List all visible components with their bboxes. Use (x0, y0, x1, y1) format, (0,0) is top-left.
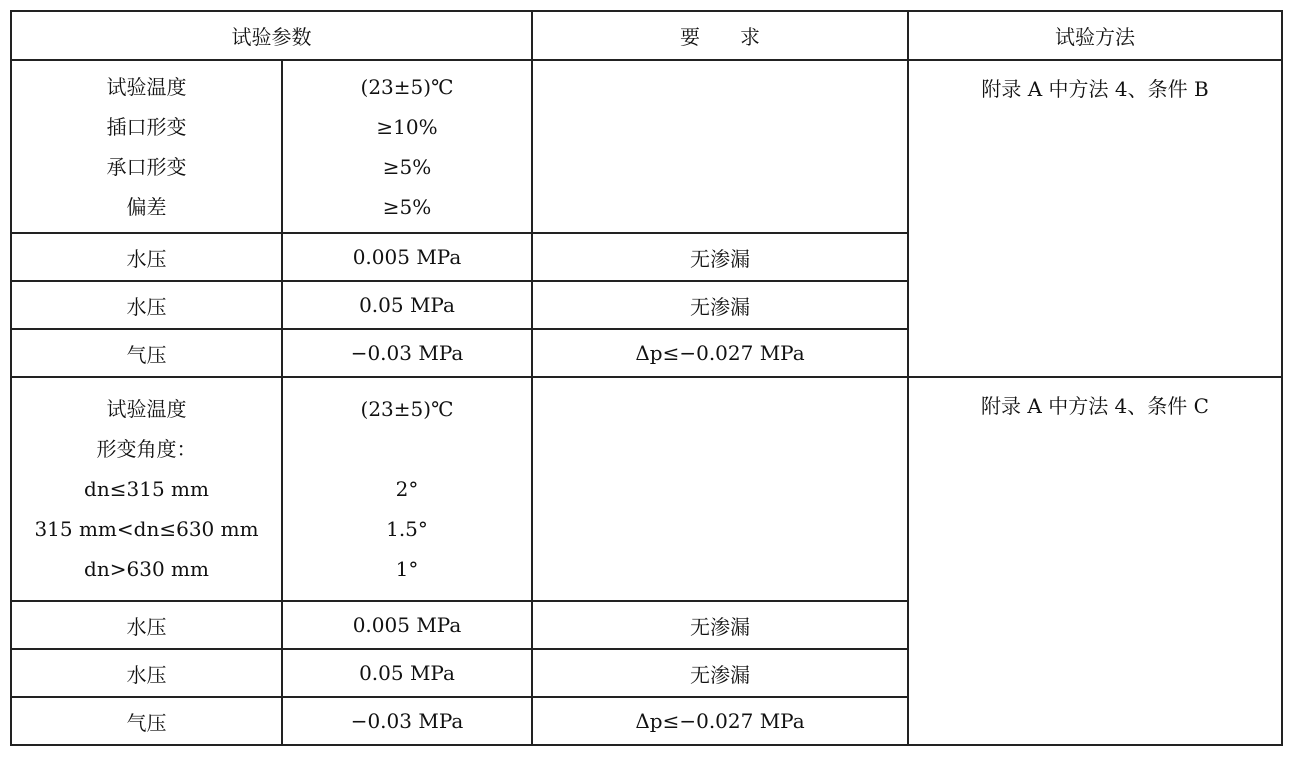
test-requirement: Δp≤−0.027 MPa (532, 329, 908, 377)
condition-label: 形变角度： (96, 437, 197, 461)
test-requirement: 无渗漏 (532, 601, 908, 649)
test-param: 水压 (11, 233, 282, 281)
condition-label: 承口形变 (106, 154, 187, 179)
header-params: 试验参数 (11, 11, 532, 60)
test-param: 气压 (11, 697, 282, 745)
header-requirement: 要 求 (532, 11, 908, 60)
test-param: 水压 (11, 601, 282, 649)
condition-label: dn≤315 mm (84, 477, 209, 501)
group2-method: 附录 A 中方法 4、条件 C (908, 377, 1282, 745)
condition-value: 2° (395, 477, 419, 501)
test-param: 水压 (11, 281, 282, 329)
group1-condition-labels (11, 60, 282, 233)
condition-label: 插口形变 (106, 114, 187, 139)
test-requirement: 无渗漏 (532, 233, 908, 281)
header-row (11, 11, 1282, 60)
group1-method: 附录 A 中方法 4、条件 B (908, 60, 1282, 377)
test-value: 0.05 MPa (282, 649, 532, 697)
test-requirement: 无渗漏 (532, 281, 908, 329)
test-parameters-table (10, 10, 1283, 746)
test-param: 气压 (11, 329, 282, 377)
condition-value: (23±5)℃ (360, 74, 454, 99)
condition-label: 315 mm<dn≤630 mm (34, 517, 259, 541)
header-method: 试验方法 (908, 11, 1282, 60)
condition-value: ≥5% (382, 194, 432, 219)
test-requirement: Δp≤−0.027 MPa (532, 697, 908, 745)
group2-conditions-row (11, 377, 1282, 601)
group2-conditions-requirement-empty (532, 377, 908, 601)
condition-value (283, 429, 531, 469)
condition-value: (23±5)℃ (360, 397, 454, 421)
test-value: 0.05 MPa (282, 281, 532, 329)
test-value: −0.03 MPa (282, 329, 532, 377)
condition-value: 1.5° (386, 517, 428, 541)
test-value: −0.03 MPa (282, 697, 532, 745)
test-requirement: 无渗漏 (532, 649, 908, 697)
group1-conditions-row (11, 60, 1282, 233)
condition-label: 偏差 (126, 194, 167, 219)
test-value: 0.005 MPa (282, 233, 532, 281)
condition-label: 试验温度 (106, 74, 187, 99)
condition-value: ≥5% (382, 154, 432, 179)
group2-condition-labels (11, 377, 282, 601)
group1-condition-values (282, 60, 532, 233)
condition-label: dn>630 mm (84, 557, 209, 581)
condition-value: 1° (395, 557, 419, 581)
condition-value: ≥10% (376, 114, 438, 139)
test-value: 0.005 MPa (282, 601, 532, 649)
group2-condition-values (282, 377, 532, 601)
group1-conditions-requirement-empty (532, 60, 908, 233)
condition-label: 试验温度 (106, 397, 187, 421)
test-param: 水压 (11, 649, 282, 697)
